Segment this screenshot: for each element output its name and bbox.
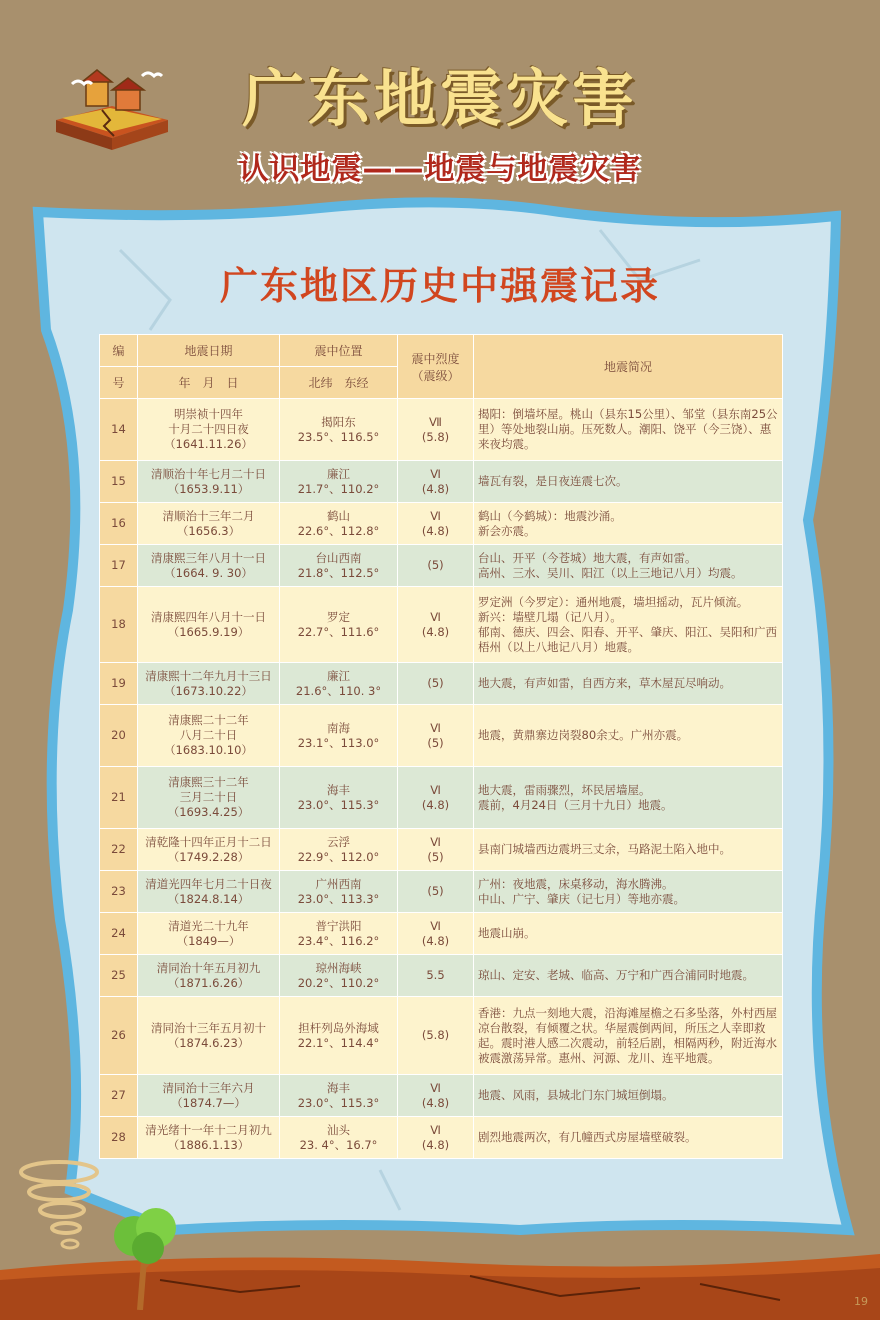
cell-date: 清顺治十年七月二十日 （1653.9.11） [138,461,280,503]
cell-summary: 县南门城墙西边震坍三丈余，马路泥土陷入地中。 [474,829,783,871]
cell-location: 揭阳东 23.5°、116.5° [280,399,398,461]
cell-intensity: (5.8) [398,997,474,1075]
cell-date: 清同治十三年六月 （1874.7—） [138,1075,280,1117]
cell-date: 清道光二十九年 （1849—） [138,913,280,955]
cell-number: 28 [100,1117,138,1159]
cell-location: 云浮 22.9°、112.0° [280,829,398,871]
earthquake-records-table [99,334,783,1159]
cell-number: 20 [100,705,138,767]
cell-location: 鹤山 22.6°、112.8° [280,503,398,545]
cell-location: 担杆列岛外海域 22.1°、114.4° [280,997,398,1075]
cell-number: 26 [100,997,138,1075]
tornado-icon [14,1150,104,1270]
table-row [100,503,783,545]
cell-number: 24 [100,913,138,955]
cell-number: 16 [100,503,138,545]
cell-intensity: Ⅵ (4.8) [398,1075,474,1117]
cell-date: 明崇祯十四年 十月二十四日夜 （1641.11.26） [138,399,280,461]
cell-intensity: (5) [398,871,474,913]
cell-location: 南海 23.1°、113.0° [280,705,398,767]
cell-date: 清康熙二十二年 八月二十日 （1683.10.10） [138,705,280,767]
cell-number: 23 [100,871,138,913]
header-date-units: 年 月 日 [138,367,280,399]
cell-intensity: Ⅵ (4.8) [398,503,474,545]
header-summary: 地震简况 [474,335,783,399]
cell-location: 汕头 23. 4°、16.7° [280,1117,398,1159]
page-number: 19 [854,1295,868,1308]
table-row [100,997,783,1075]
header-intensity: 震中烈度 （震级） [398,335,474,399]
header-coordinates: 北纬 东经 [280,367,398,399]
table-row [100,913,783,955]
cell-date: 清康熙三十二年 三月二十日 （1693.4.25） [138,767,280,829]
cell-summary: 广州：夜地震，床桌移动，海水腾沸。 中山、广宁、肇庆（记七月）等地亦震。 [474,871,783,913]
header-number-bottom: 号 [100,367,138,399]
cell-summary: 地大震，雷雨骤烈，坏民居墙屋。 震前，4月24日（三月十九日）地震。 [474,767,783,829]
cell-number: 14 [100,399,138,461]
cell-location: 罗定 22.7°、111.6° [280,587,398,663]
page-subtitle: 认识地震——地震与地震灾害 [238,152,642,187]
cell-location: 广州西南 23.0°、113.3° [280,871,398,913]
cell-intensity: Ⅵ (4.8) [398,1117,474,1159]
cell-intensity: Ⅵ (5) [398,705,474,767]
cell-summary: 台山、开平（今苍城）地大震，有声如雷。 高州、三水、吴川、阳江（以上三地记八月）均震。 [474,545,783,587]
cell-summary: 香港：九点一刻地大震，沿海滩屋檐之石多坠落，外村西屋凉台散裂，有倾覆之状。华屋震倒两间，所压之人幸即救起。震时港人感二次震动，前轻后剧，相隔两秒，附近海水被震激荡异常。惠州、河源、龙川、连平地震。 [474,997,783,1075]
table-row [100,1117,783,1159]
header-number-top: 编 [100,335,138,367]
table-body [100,399,783,1159]
cell-summary: 琼山、定安、老城、临高、万宁和广西合浦同时地震。 [474,955,783,997]
cell-number: 15 [100,461,138,503]
cell-location: 琼州海峡 20.2°、110.2° [280,955,398,997]
cell-summary: 剧烈地震两次，有几幢西式房屋墙壁破裂。 [474,1117,783,1159]
table-row [100,545,783,587]
cell-number: 27 [100,1075,138,1117]
cell-date: 清康熙三年八月十一日 （1664. 9. 30） [138,545,280,587]
cell-summary: 地震、风雨，县城北门东门城垣倒塌。 [474,1075,783,1117]
cell-intensity: (5) [398,663,474,705]
cracked-houses-illustration [52,66,172,150]
cell-date: 清乾隆十四年正月十二日 （1749.2.28） [138,829,280,871]
table-row [100,871,783,913]
tree-icon [104,1200,184,1310]
cell-date: 清康熙十二年九月十三日 （1673.10.22） [138,663,280,705]
cell-summary: 鹤山（今鹤城）：地震沙涌。 新会亦震。 [474,503,783,545]
cell-number: 19 [100,663,138,705]
cell-intensity: Ⅵ (4.8) [398,767,474,829]
cell-intensity: Ⅵ (4.8) [398,913,474,955]
cell-intensity: Ⅵ (5) [398,829,474,871]
cell-intensity: (5) [398,545,474,587]
table-row [100,705,783,767]
cell-date: 清光绪十一年十二月初九 （1886.1.13） [138,1117,280,1159]
cell-intensity: Ⅵ (4.8) [398,587,474,663]
cell-number: 25 [100,955,138,997]
header-date: 地震日期 [138,335,280,367]
table-row [100,829,783,871]
cell-number: 21 [100,767,138,829]
table-row [100,1075,783,1117]
cell-location: 海丰 23.0°、115.3° [280,1075,398,1117]
cell-intensity: Ⅵ (4.8) [398,461,474,503]
table-row [100,399,783,461]
cell-number: 22 [100,829,138,871]
cell-number: 17 [100,545,138,587]
cell-intensity: Ⅶ (5.8) [398,399,474,461]
cell-location: 海丰 23.0°、115.3° [280,767,398,829]
cell-summary: 揭阳：倒墙坏屋。桃山（县东15公里）、邹堂（县东南25公里）等处地裂山崩。压死数人。潮阳、饶平（今三饶）、惠来夜均震。 [474,399,783,461]
table-row [100,955,783,997]
cell-number: 18 [100,587,138,663]
cell-summary: 罗定洲（今罗定）：通州地震，墙坦摇动，瓦片倾流。 新兴：墙壁几塌（记八月）。 郁南、德庆、四会、阳春、开平、肇庆、阳江、吴阳和广西梧州（以上八地记八月）地震。 [474,587,783,663]
cell-location: 台山西南 21.8°、112.5° [280,545,398,587]
cell-intensity: 5.5 [398,955,474,997]
header-location: 震中位置 [280,335,398,367]
cell-summary: 地震，黄鼎寨边岗裂80余丈。广州亦震。 [474,705,783,767]
cell-summary: 地震山崩。 [474,913,783,955]
table-row [100,461,783,503]
cell-date: 清道光四年七月二十日夜 （1824.8.14） [138,871,280,913]
cell-location: 普宁洪阳 23.4°、116.2° [280,913,398,955]
table-row [100,767,783,829]
cell-date: 清顺治十三年二月 （1656.3） [138,503,280,545]
cell-date: 清同治十三年五月初十 （1874.6.23） [138,997,280,1075]
section-title: 广东地区历史中强震记录 [219,264,660,308]
cell-summary: 地大震，有声如雷，自西方来，草木屋瓦尽响动。 [474,663,783,705]
cell-location: 廉江 21.7°、110.2° [280,461,398,503]
cell-location: 廉江 21.6°、110. 3° [280,663,398,705]
table-row [100,587,783,663]
cell-date: 清康熙四年八月十一日 （1665.9.19） [138,587,280,663]
cell-summary: 墙瓦有裂，是日夜连震七次。 [474,461,783,503]
table-row [100,663,783,705]
page-title: 广东地震灾害 [241,62,638,135]
cell-date: 清同治十年五月初九 （1871.6.26） [138,955,280,997]
